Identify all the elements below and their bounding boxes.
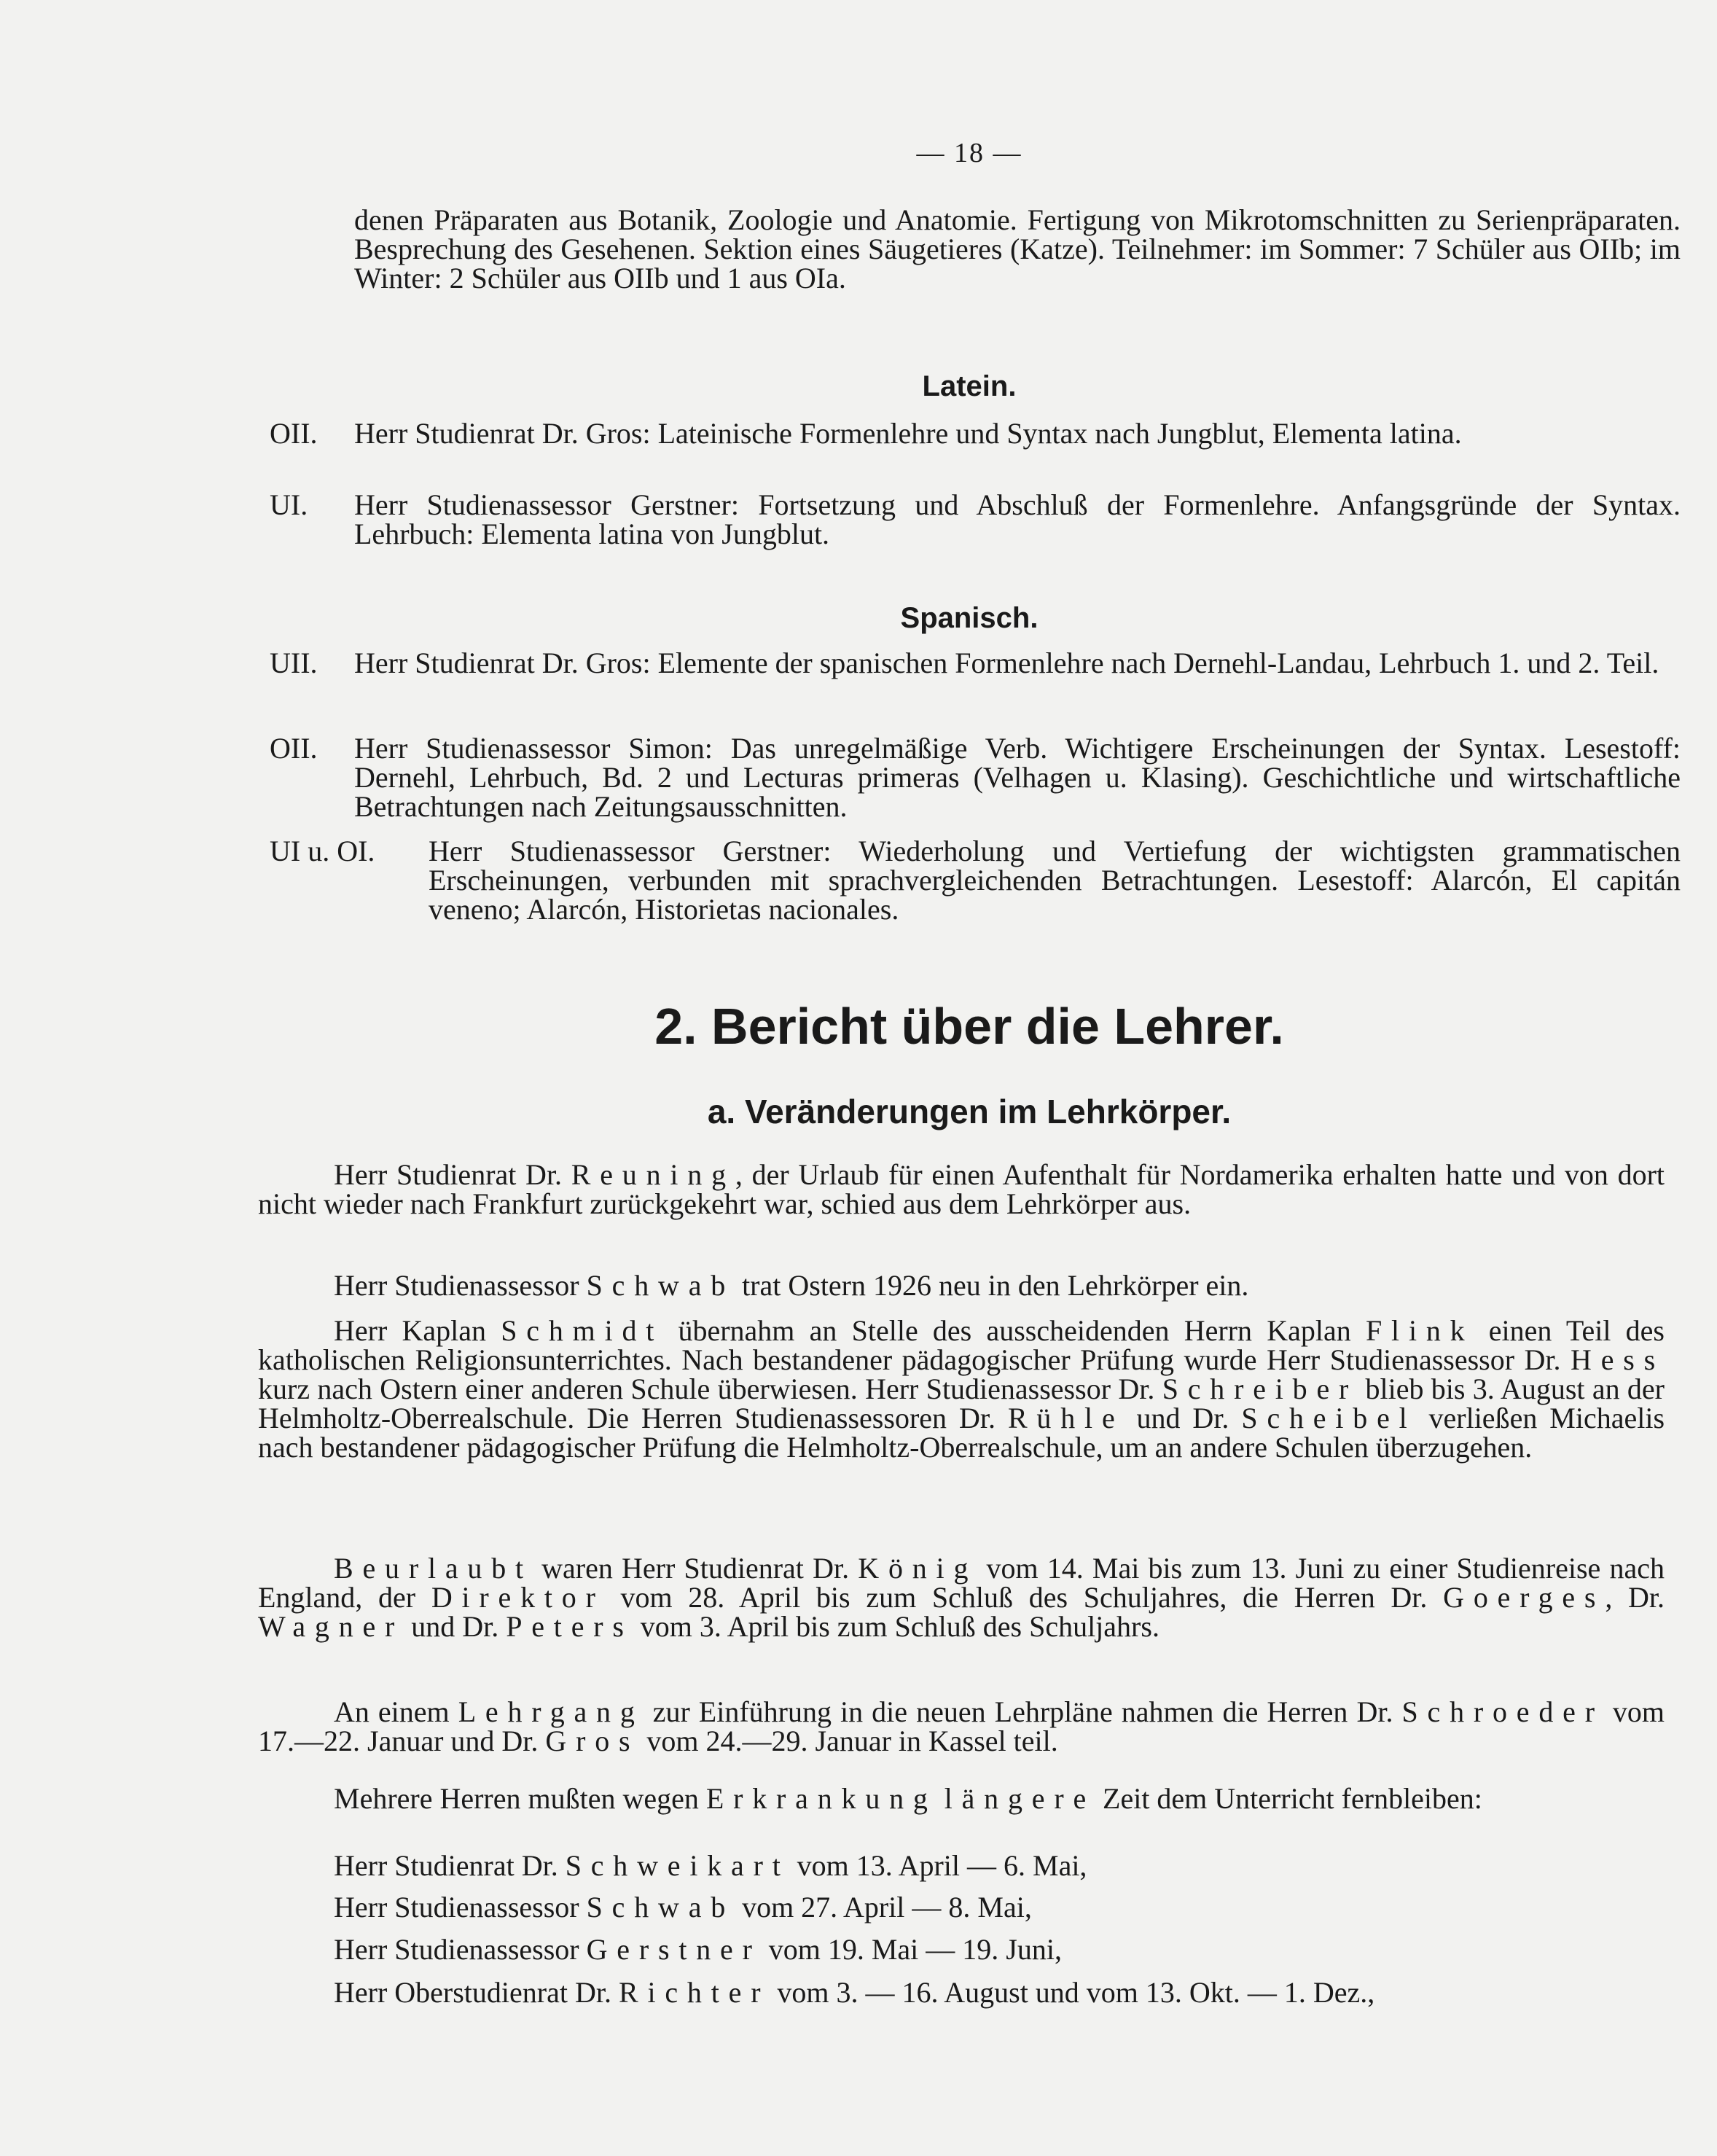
name-schwab: Schwab [586, 1891, 735, 1923]
name-schreiber: Schreiber [1162, 1372, 1358, 1405]
text-run: vom 19. Mai — 19. Juni, [761, 1933, 1062, 1966]
entry-label: OII. [270, 417, 318, 450]
text-run: vom 27. April — 8. Mai, [735, 1891, 1032, 1923]
spanisch-entry-oii [270, 734, 1681, 821]
entry-label: OII. [270, 732, 318, 765]
text-run: vom 24.—29. Januar in Kassel teil. [639, 1725, 1058, 1757]
text-run: vom 28. April bis zum Schluß des Schuljahres, die Herren Dr. [604, 1581, 1444, 1614]
text-run: blieb bis 3. August an der Helmholtz-Oberrealschule. Die Herren Studienassessoren Dr. [258, 1372, 1665, 1434]
text-run: , Dr. [1605, 1581, 1665, 1614]
text-run: vom 3. April bis zum Schluß des Schuljahrs. [633, 1610, 1159, 1643]
text-run: vom 13. April — 6. Mai, [789, 1849, 1087, 1882]
entry-text: Herr Studienassessor Gerstner: Wiederholung und Vertiefung der wichtigsten grammatischen Erscheinungen, verbunden mit sprachvergleichenden Betrachtungen. Lesestoff: Alarcón, El capitán veneno; Alarcón, Historietas nacionales. [429, 835, 1681, 926]
name-gerstner: Gerstner [586, 1933, 762, 1966]
text-run: Mehrere Herren mußten wegen [334, 1782, 706, 1815]
name-schmidt: Schmidt [501, 1314, 664, 1347]
intro-text: denen Präparaten aus Botanik, Zoologie und Anatomie. Fertigung von Mikrotomschnitten zu Serienpräparaten. Besprechung des Gesehenen. Sektion eines Säugetieres (Katze). Teilnehmer: im Sommer: 7 Schüler aus OIIb; im Winter: 2 Schüler aus OIIb und 1 aus OIa. [354, 203, 1681, 294]
paragraph-lehrgang [258, 1695, 1665, 1757]
term-laengere: längere [944, 1782, 1096, 1815]
name-scheibel: Scheibel [1241, 1402, 1417, 1434]
text-run: und Dr. [404, 1610, 507, 1643]
term-erkrankung: Erkrankung [705, 1782, 937, 1815]
name-wagner: Wagner [258, 1610, 404, 1643]
spanisch-heading: Spanisch. [900, 602, 1039, 634]
text-run: Herr Studienrat Dr. [334, 1849, 566, 1882]
text-run: An einem [334, 1695, 458, 1728]
spanisch-entry-ui-oi [270, 837, 1681, 924]
name-flink: Flink [1365, 1314, 1474, 1347]
paragraph-beurlaubt [258, 1554, 1665, 1641]
text-run: Herr Studienassessor [334, 1933, 587, 1966]
name-gros: Gros [545, 1725, 640, 1757]
absence-line [334, 1935, 1667, 1964]
entry-label: UI. [270, 488, 308, 521]
text-run: und Dr. [1124, 1402, 1242, 1434]
text-run: verließen Michaelis nach bestandener pädagogischer Prüfung die Helmholtz-Oberrealschule, um an andere Schulen überzugehen. [258, 1402, 1665, 1464]
text-run: Herr Kaplan [334, 1314, 501, 1347]
text-run: trat Ostern 1926 neu in den Lehrkörper ein. [735, 1269, 1249, 1302]
text-run: vom 3. — 16. August und vom 13. Okt. — 1. Dez., [770, 1976, 1375, 2009]
name-reuning: Reuning [571, 1158, 735, 1191]
text-run: Zeit dem Unterricht fernbleiben: [1095, 1782, 1482, 1815]
text-run: einen Teil des katholischen Religionsunterrichtes. Nach bestandener pädagogischer Prüfung wurde Herr Studienassessor Dr. [258, 1314, 1665, 1376]
name-schweikart: Schweikart [565, 1849, 790, 1882]
text-run: kurz nach Ostern einer anderen Schule überwiesen. Herr Studienassessor Dr. [258, 1372, 1162, 1405]
latein-entry-ui [270, 488, 1681, 550]
intro-paragraph [354, 203, 1681, 294]
text-run: waren Herr Studienrat Dr. [532, 1552, 858, 1585]
paragraph-schmidt [258, 1316, 1665, 1462]
text-run: , der Urlaub für einen Aufenthalt für Nordamerika erhalten hatte und von dort nicht wieder nach Frankfurt zurückgekehrt war, schied aus dem Lehrkörper aus. [258, 1158, 1665, 1220]
entry-label: UI u. OI. [270, 835, 375, 867]
name-richter: Richter [618, 1976, 770, 2009]
text-run: Herr Studienrat Dr. [334, 1158, 571, 1191]
name-hess: Hess [1571, 1343, 1665, 1376]
entry-text: Herr Studienrat Dr. Gros: Elemente der spanischen Formenlehre nach Dernehl-Landau, Lehrbuch 1. und 2. Teil. [354, 647, 1659, 679]
term-direktor: Direktor [431, 1581, 605, 1614]
absence-line [334, 1893, 1667, 1922]
latein-entry-oii [270, 419, 1681, 448]
text-run: übernahm an Stelle des ausscheidenden Herrn Kaplan [663, 1314, 1366, 1347]
section-title: 2. Bericht über die Lehrer. [654, 998, 1284, 1055]
name-ruehle: Rühle [1007, 1402, 1125, 1434]
text-run: vom 17.—22. Januar und Dr. [258, 1695, 1665, 1757]
name-schwab: Schwab [586, 1269, 735, 1302]
name-peters: Peters [506, 1610, 633, 1643]
paragraph-reuning [258, 1160, 1665, 1219]
name-schroeder: Schroeder [1401, 1695, 1604, 1728]
term-beurlaubt: Beurlaubt [334, 1552, 533, 1585]
name-goerges: Goerges [1443, 1581, 1605, 1614]
text-run [937, 1782, 944, 1815]
text-run: zur Einführung in die neuen Lehrpläne nahmen die Herren Dr. [644, 1695, 1402, 1728]
spanisch-entry-uii [270, 649, 1681, 678]
text-run: Herr Studienassessor [334, 1269, 587, 1302]
text-run: vom 14. Mai bis zum 13. Juni zu einer Studienreise nach England, der [258, 1552, 1665, 1614]
subsection-title: a. Veränderungen im Lehrkörper. [707, 1093, 1232, 1130]
entry-text: Herr Studienrat Dr. Gros: Lateinische Formenlehre und Syntax nach Jungblut, Elementa latina. [354, 417, 1462, 450]
entry-text: Herr Studienassessor Simon: Das unregelmäßige Verb. Wichtigere Erscheinungen der Syntax. Lesestoff: Dernehl, Lehrbuch, Bd. 2 und Lecturas primeras (Velhagen u. Klasing). Geschichtliche und wirtschaftliche Betrachtungen nach Zeitungsausschnitten. [354, 732, 1681, 823]
paragraph-erkrankung [258, 1784, 1665, 1813]
term-lehrgang: Lehrgang [458, 1695, 644, 1728]
paragraph-schwab [258, 1271, 1665, 1300]
entry-label: UII. [270, 647, 318, 679]
text-run: Herr Oberstudienrat Dr. [334, 1976, 619, 2009]
absence-line [334, 1978, 1667, 2007]
entry-text: Herr Studienassessor Gerstner: Fortsetzung und Abschluß der Formenlehre. Anfangsgründe der Syntax. Lehrbuch: Elementa latina von Jungblut. [354, 488, 1681, 550]
latein-heading: Latein. [922, 370, 1017, 402]
absence-line [334, 1851, 1667, 1880]
name-koenig: König [858, 1552, 978, 1585]
text-run: Herr Studienassessor [334, 1891, 587, 1923]
page-number: — 18 — [916, 138, 1022, 168]
